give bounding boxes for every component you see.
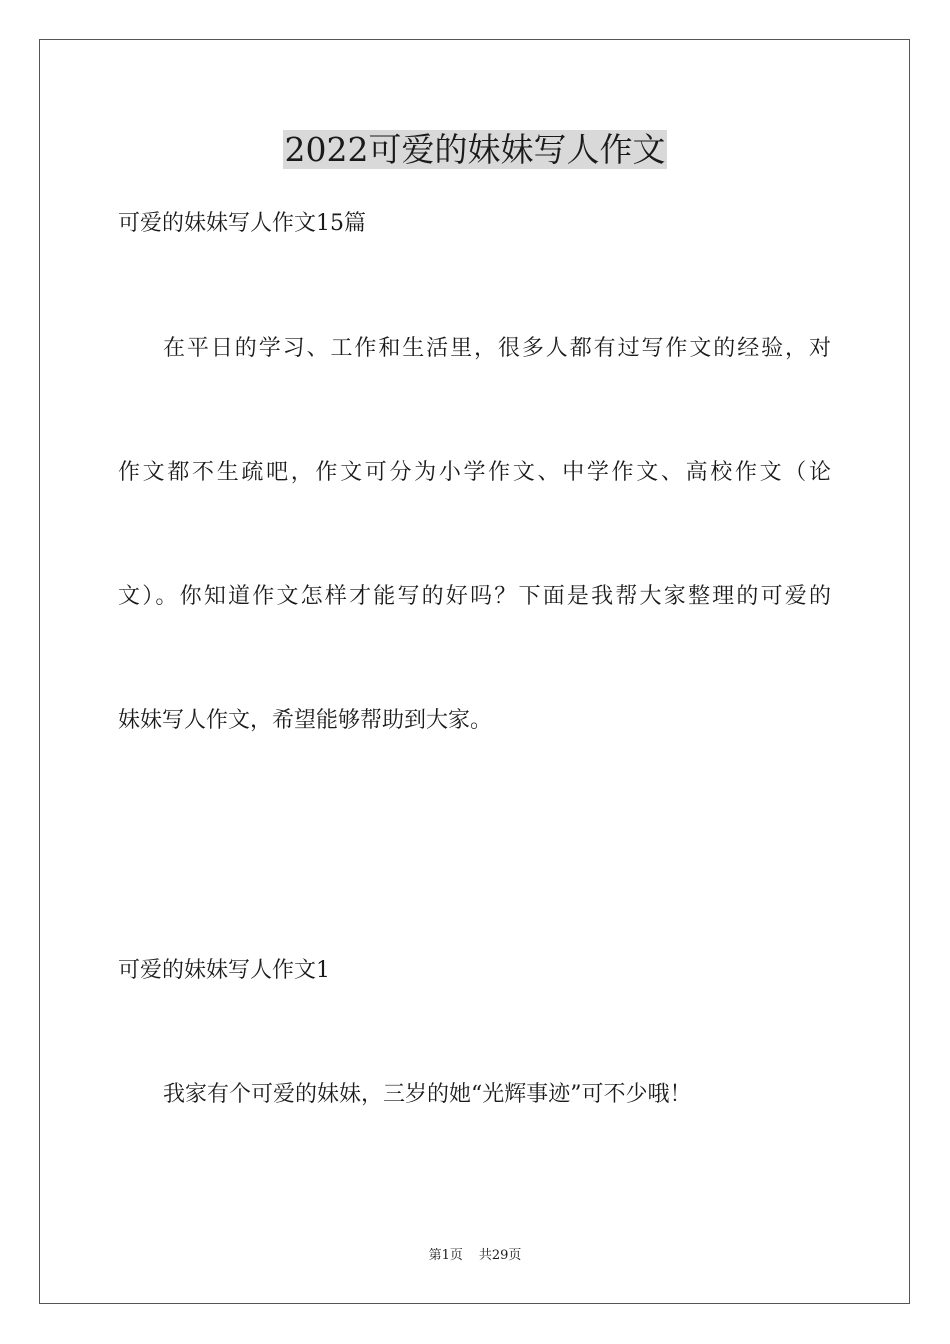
document-title-text: 2022可爱的妹妹写人作文 [284, 130, 666, 169]
intro-line-1: 在平日的学习、工作和生活里，很多人都有过写作文的经验，对 [163, 336, 831, 361]
intro-line-4: 妹妹写人作文，希望能够帮助到大家。 [118, 708, 493, 733]
section-paragraph-line: 我家有个可爱的妹妹，三岁的她“光辉事迹”可不少哦！ [163, 1082, 692, 1107]
section-heading: 可爱的妹妹写人作文1 [118, 958, 330, 983]
footer-total-pages: 共29页 [478, 1248, 522, 1263]
document-title [0, 128, 950, 172]
document-subtitle: 可爱的妹妹写人作文15篇 [118, 211, 366, 236]
intro-line-3: 文）。你知道作文怎样才能写的好吗？下面是我帮大家整理的可爱的 [118, 584, 831, 609]
page-footer [0, 1247, 950, 1265]
intro-line-2: 作文都不生疏吧，作文可分为小学作文、中学作文、高校作文（论 [118, 460, 831, 485]
footer-page-number: 第1页 [428, 1248, 463, 1263]
